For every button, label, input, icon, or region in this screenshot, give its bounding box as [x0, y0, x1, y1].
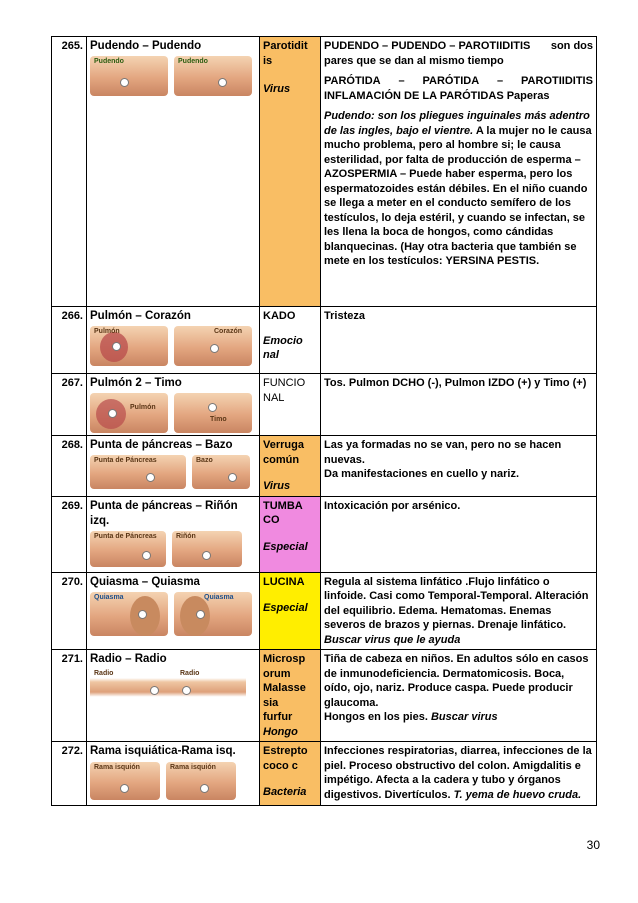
description-cell: Tos. Pulmon DCHO (-), Pulmon IZDO (+) y Timo (+) — [321, 374, 597, 436]
pair-cell — [87, 307, 260, 374]
pair-name: Rama isquiática-Rama isq. — [90, 745, 236, 758]
row-number: 265. — [52, 37, 87, 307]
body-image-left: Punta de Páncreas — [90, 531, 166, 567]
pair-cell: Punta de páncreas – Riñón izq. Punta de Páncreas Riñón — [87, 496, 260, 572]
body-image-left: Pudendo — [90, 56, 168, 96]
row-number: 270. — [52, 572, 87, 650]
description-cell: Tiña de cabeza en niños. En adultos sólo en casos de inmunodeficiencia. Dermatomicosis. Boca, oído, ojo, nariz. Produce caspa. Puede producir glaucoma. Hongos en los pies. Buscar virus — [321, 650, 597, 742]
description-cell: Regula al sistema linfático .Flujo linfático o linfoide. Casi como Temporal-Temporal. Alteración del equilibrio. Edema. Hematomas. Enemas severos de brazos y piernas. Drenaje linfático. Buscar virus que le ayuda — [321, 572, 597, 650]
description-cell: Las ya formadas no se van, pero no se hacen nuevas. Da manifestaciones en cuello y nariz. — [321, 436, 597, 497]
pair-cell — [87, 436, 260, 497]
table-row — [52, 572, 597, 650]
table-row — [52, 436, 597, 497]
row-number: 267. — [52, 374, 87, 436]
description-cell: Intoxicación por arsénico. — [321, 496, 597, 572]
row-number: 266. — [52, 307, 87, 374]
pair-cell — [87, 650, 260, 742]
table-row — [52, 496, 597, 572]
body-image-right: Corazón — [174, 326, 252, 366]
pair-cell — [87, 572, 260, 650]
body-image-right: Bazo — [192, 455, 250, 489]
row-number: 269. — [52, 496, 87, 572]
page-number: 30 — [586, 838, 600, 852]
body-image-right: Rama isquión — [166, 762, 236, 800]
row-number: 271. — [52, 650, 87, 742]
table-row — [52, 374, 597, 436]
table-row — [52, 742, 597, 806]
body-image-right: Pudendo — [174, 56, 252, 96]
pair-name: Pulmón – Corazón — [90, 310, 191, 322]
body-image-right: Riñón — [172, 531, 242, 567]
body-image-left: Quiasma — [90, 592, 168, 636]
pair-name: Quiasma – Quiasma — [90, 575, 200, 588]
pair-cell — [87, 374, 260, 436]
description-cell: Tristeza — [321, 307, 597, 374]
body-image-left: Pulmón — [90, 326, 168, 366]
body-image-right: Quiasma — [174, 592, 252, 636]
category-cell: LUCINA Especial — [260, 572, 321, 650]
table-row — [52, 37, 597, 307]
body-image-left: Rama isquión — [90, 762, 160, 800]
body-image-right: Timo — [174, 393, 252, 433]
remedies-table — [51, 36, 597, 806]
pair-name: Punta de páncreas – Bazo — [90, 439, 233, 452]
body-image-left: Punta de Páncreas — [90, 455, 186, 489]
body-image-left: Pulmón — [90, 393, 168, 433]
row-number: 268. — [52, 436, 87, 497]
table-row — [52, 307, 597, 374]
category-cell: Verruga común Virus — [260, 436, 321, 497]
category-cell: FUNCIO NAL — [260, 374, 321, 436]
category-cell: Microsp orum Malasse sia furfur Hongo — [260, 650, 321, 742]
category-cell: KADO Emocio nal — [260, 307, 321, 374]
description-cell: Infecciones respiratorias, diarrea, infecciones de la piel. Proceso obstructivo del colon. Amigdalitis e impétigo. Afecta a la cadera y tubo y órganos digestivos. Divertículos. T. yema de huevo cruda. — [321, 742, 597, 806]
pair-name: Pulmón 2 – Timo — [90, 377, 182, 389]
category-cell: Estrepto coco c Bacteria — [260, 742, 321, 806]
pair-cell — [87, 742, 260, 806]
pair-name: Pudendo – Pudendo — [90, 40, 202, 52]
category-cell: Parotidit is Virus — [260, 37, 321, 307]
pair-cell — [87, 37, 260, 307]
category-cell: TUMBA CO Especial — [260, 496, 321, 572]
pair-name: Punta de páncreas – Riñón — [90, 499, 238, 512]
row-number: 272. — [52, 742, 87, 806]
table-row — [52, 650, 597, 742]
description-cell: PUDENDO – PUDENDO – PAROTIIDITIS son dos pares que se dan al mismo tiempo PARÓTIDA – PARÓTIDA – PAROTIIDITIS INFLAMACIÓN DE LA PARÓTIDAS Paperas Pudendo: son los pliegues inguinales más adentro de las ingles, bajo el vientre. A la mujer no le causa mucho problema, pero al hombre si; le causa esterilidad, por falta de producción de esperma – AZOSPERMIA – Puede haber esperma, pero los espermatozoides están débiles. En el niño cuando se llega a meter en el conducto semífero de los testículos, lo deja estéril, y cuando se infectan, se les llena la boca de hongos, como cándidas blanquecinas. (Hay otra bacteria que también se mete en los testículos: YERSINA PESTIS. — [321, 37, 597, 307]
pair-images — [90, 56, 256, 96]
pair-name: Radio – Radio — [90, 653, 167, 666]
arms-image: Radio Radio — [90, 668, 246, 708]
